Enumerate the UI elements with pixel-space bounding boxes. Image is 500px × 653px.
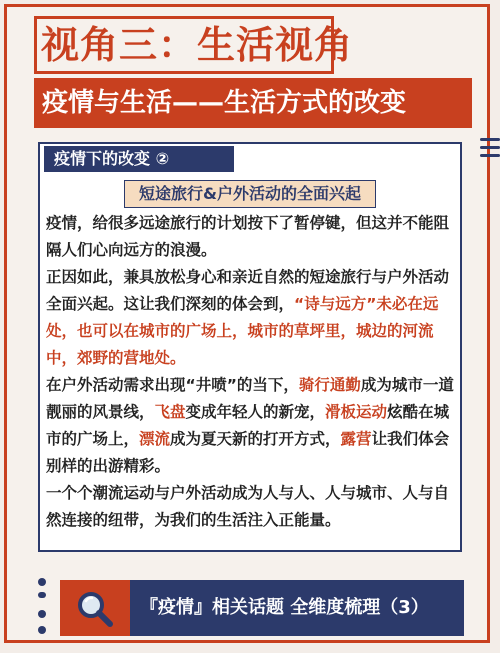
highlight-text: 露营: [340, 430, 372, 448]
section-label: 疫情下的改变 ②: [54, 149, 170, 168]
paragraph: [46, 264, 458, 372]
highlight-text: 漂流: [139, 430, 171, 448]
section-tab: [44, 146, 234, 172]
page-subtitle: 疫情与生活——生活方式的改变: [42, 88, 407, 118]
body-text-segment: 疫情，给很多远途旅行的计划按下了暂停键，但这并不能阻隔人们心向远方的浪漫。: [46, 214, 450, 259]
headline-wrap: [40, 180, 460, 208]
body-text-segment: 一个个潮流运动与户外活动成为人与人、人与城市、人与自然连接的纽带，为我们的生活注入正能量。: [46, 484, 450, 529]
paragraph: [46, 480, 458, 534]
menu-lines-icon: [480, 138, 500, 158]
body-text-segment: 在户外活动需求出现“井喷”的当下，: [46, 376, 299, 394]
paragraph: [46, 372, 458, 480]
footer-bar[interactable]: [60, 580, 464, 636]
footer-icon-box: [60, 580, 130, 636]
body-text-segment: 成为城市一道靓丽的风景线，: [46, 376, 454, 421]
headline: 短途旅行&户外活动的全面兴起: [124, 180, 376, 208]
footer-label: 『疫情』相关话题 全维度梳理（3）: [140, 597, 429, 618]
body-text-segment: 炫酷在城市的广场上，: [46, 403, 450, 448]
body-text-segment: 正因如此，兼具放松身心和亲近自然的短途旅行与户外活动全面兴起。这让我们深刻的体会到，: [46, 268, 450, 313]
highlight-text: 骑行通勤: [298, 376, 361, 394]
page-title: 视角三：生活视角: [41, 23, 354, 67]
highlight-text: 飞盘: [154, 403, 186, 421]
article-body: [46, 210, 458, 534]
body-text-segment: 成为夏天新的打开方式，: [170, 430, 341, 448]
subtitle-bar: [34, 78, 472, 128]
body-text-segment: 变成年轻人的新宠，: [185, 403, 326, 421]
title-box: [34, 16, 354, 74]
paragraph: [46, 210, 458, 264]
magnifier-icon: [74, 588, 116, 630]
highlight-text: 滑板运动: [325, 403, 388, 421]
content-box: [38, 142, 462, 552]
body-text-segment: 让我们体会别样的出游精彩。: [46, 430, 450, 475]
highlight-text: “诗与远方”未必在远处，也可以在城市的广场上，城市的草坪里，城边的河流中，郊野的营地处。: [46, 295, 439, 367]
